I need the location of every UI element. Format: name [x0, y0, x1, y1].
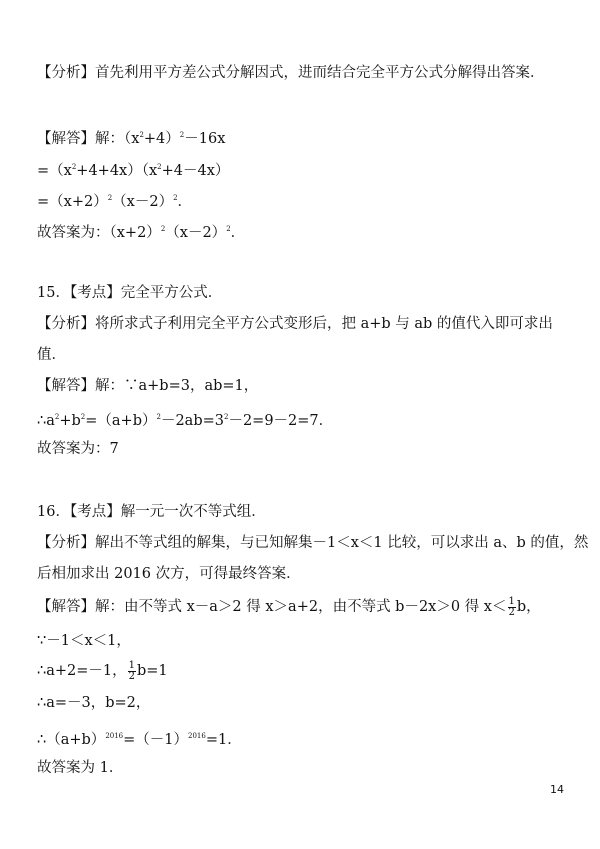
s14-answer: 故答案为：$(x+2)^2(x-2)^2$．	[37, 225, 246, 241]
s15-analysis-line2: 值．	[37, 347, 66, 363]
s15-analysis-line1: 【分析】将所求式子利用完全平方公式变形后，把 a+b 与 ab 的值代入即可求出	[37, 316, 553, 332]
s14-step1: $=(x^2+4+4x)(x^2+4-4x)$	[37, 163, 230, 179]
s15-solution: 【解答】解：∵a+b=3，ab=1，	[37, 378, 259, 394]
fraction-one-half: $\frac{1}{2}$	[508, 595, 515, 618]
s16-solution: 【解答】解：由不等式 x－a＞2 得 x＞a+2，由不等式 b－2x＞0 得 x＜ $\frac{1}{2}$ b，	[37, 595, 541, 618]
s14-step2: $=(x+2)^2(x-2)^2$．	[37, 194, 193, 210]
s16-since: ∵－1＜x＜1，	[37, 633, 131, 649]
s14-solution: 【解答】解：$(x^2+4)^2-16x$	[37, 131, 226, 147]
fraction-one-half: $\frac{1}{2}$	[128, 659, 135, 682]
s16-analysis-line2: 后相加求出 2016 次方，可得最终答案．	[37, 566, 301, 582]
s16-step2: ∴a=－3，b=2，	[37, 695, 151, 711]
s16-answer: 故答案为 1．	[37, 760, 124, 776]
s16-step1: ∴a+2=－1， $\frac{1}{2}$ b=1	[37, 659, 168, 682]
s15-answer: 故答案为：7	[37, 441, 119, 457]
s15-heading: 15．【考点】完全平方公式．	[37, 285, 223, 301]
s14-analysis: 【分析】首先利用平方差公式分解因式，进而结合完全平方公式分解得出答案．	[37, 65, 545, 81]
s16-analysis-line1: 【分析】解出不等式组的解集，与已知解集－1＜x＜1 比较，可以求出 a、b 的值，然	[37, 535, 589, 551]
s16-step3: $\therefore(a+b)^{2016}=(-1)^{2016}=1$．	[37, 732, 242, 748]
s15-step: $\therefore a^2+b^2=(a+b)^2-2ab=3^2-2=9-2=7$．	[37, 413, 334, 429]
s16-heading: 16．【考点】解一元一次不等式组．	[37, 504, 266, 520]
page-number: 14	[550, 783, 564, 796]
